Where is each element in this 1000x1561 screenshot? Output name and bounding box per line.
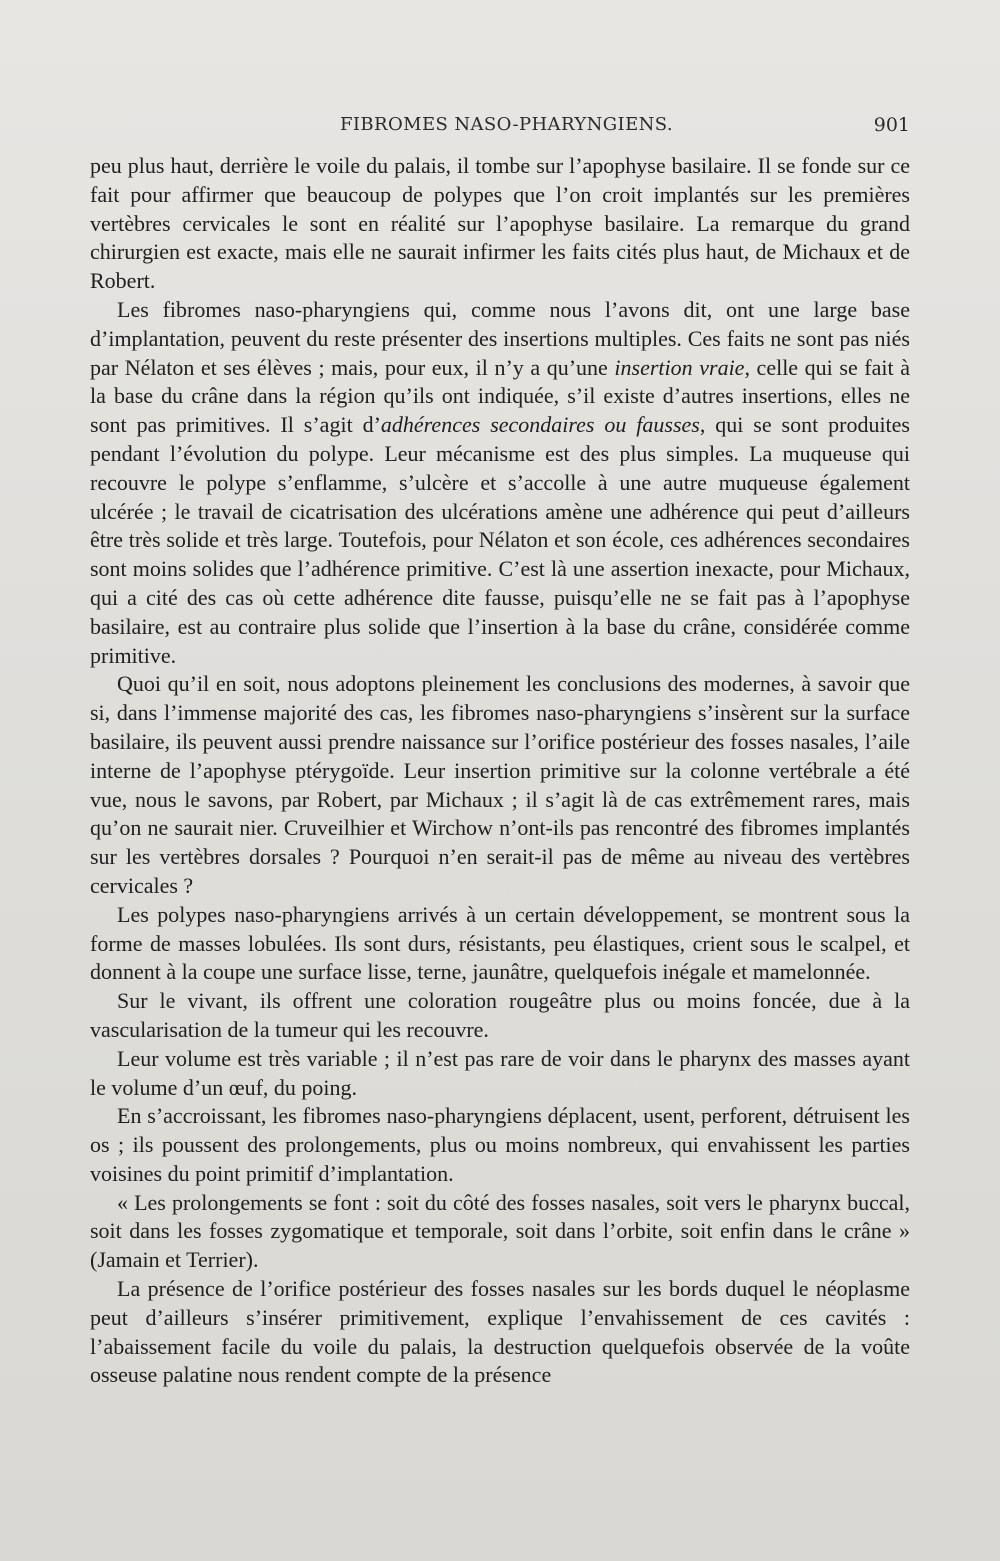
paragraph-6-text: Leur volume est très variable ; il n’est pas rare de voir dans le pharynx des masses ayant le volume d’un œuf, du poing. [90, 1045, 910, 1100]
paragraph-8-text: « Les prolongements se font : soit du côté des fosses nasales, soit vers le pharynx buccal, soit dans les fosses zygomatique et temporale, soit dans l’orbite, soit enfin dans le crâne » (Jamain et Terrier). [90, 1189, 910, 1273]
paragraph-6 [90, 1045, 910, 1103]
running-title: FIBROMES NASO-PHARYNGIENS. [340, 114, 673, 135]
italic-term-insertion-vraie: insertion vraie [614, 354, 745, 380]
page-number: 901 [873, 114, 910, 136]
paragraph-1 [90, 152, 910, 296]
paragraph-5 [90, 987, 910, 1045]
italic-term-adherences: adhérences secondaires ou fausses [380, 412, 700, 438]
page-body [90, 152, 910, 1390]
paragraph-2 [90, 296, 910, 670]
paragraph-5-text: Sur le vivant, ils offrent une coloration rougeâtre plus ou moins foncée, due à la vascularisation de la tumeur qui les recouvre. [90, 988, 910, 1042]
paragraph-2-text: Les fibromes naso-pharyngiens qui, comme nous l’avons dit, ont une large base d’implantation, peuvent du reste présenter des insertions multiples. Ces faits ne sont pas niés par Nélaton et ses élèves ; mais, pour eux, il n’y a qu’une [90, 296, 910, 380]
paragraph-3 [90, 670, 910, 900]
paragraph-2-text: , celle qui se fait à la base du crâne dans la région qu’ils ont indiquée, s’il existe d’autres insertions, elles ne sont pas primitives. Il s’agit d’ [90, 354, 910, 438]
paragraph-3-text: Quoi qu’il en soit, nous adoptons pleinement les conclusions des modernes, à savoir que si, dans l’immense majorité des cas, les fibromes naso-pharyngiens s’insèrent sur la surface basilaire, ils peuvent aussi prendre naissance sur l’orifice postérieur des fosses nasales, l’aile interne de l’apophyse ptérygoïde. Leur insertion primitive sur la colonne vertébrale a été vue, nous le savons, par Robert, par Michaux ; il s’agit là de cas extrêmement rares, mais qu’on ne saurait nier. Cruveilhier et Wirchow n’ont-ils pas rencontré des fibromes implantés sur les vertèbres dorsales ? Pourquoi n’en serait-il pas de même au niveau des vertèbres cervicales ? [90, 671, 910, 898]
paragraph-2-text: , qui se sont produites pendant l’évolution du polype. Leur mécanisme est des plus simples. La muqueuse qui recouvre le polype s’enflamme, s’ulcère et s’accolle à une autre muqueuse également ulcérée ; le travail de cicatrisation des ulcérations amène une adhérence qui peut d’ailleurs être très solide et très large. Toutefois, pour Nélaton et son école, ces adhérences secondaires sont moins solides que l’adhérence primitive. C’est là une assertion inexacte, pour Michaux, qui a cité des cas où cette adhérence dite fausse, puisqu’elle ne se fait pas à l’apophyse basilaire, est au contraire plus solide que l’insertion à la base du crâne, considérée comme primitive. [90, 412, 910, 668]
paragraph-8 [90, 1189, 910, 1275]
paragraph-9-text: La présence de l’orifice postérieur des fosses nasales sur les bords duquel le néoplasme peut d’ailleurs s’insérer primitivement, explique l’envahissement de ces cavités : l’abaissement facile du voile du palais, la destruction quelquefois observée de la voûte osseuse palatine nous rendent compte de la présence [90, 1276, 910, 1388]
paragraph-7-text: En s’accroissant, les fibromes naso-pharyngiens déplacent, usent, perforent, détruisent les os ; ils poussent des prolongements, plus ou moins nombreux, qui envahissent les parties voisines du point primitif d’implantation. [90, 1103, 910, 1186]
paragraph-4 [90, 901, 910, 987]
paragraph-4-text: Les polypes naso-pharyngiens arrivés à un certain développement, se montrent sous la forme de masses lobulées. Ils sont durs, résistants, peu élastiques, crient sous le scalpel, et donnent à la coupe une surface lisse, terne, jaunâtre, quelquefois inégale et mamelonnée. [90, 901, 910, 985]
paragraph-9 [90, 1275, 910, 1390]
page-header [90, 114, 910, 144]
paragraph-7 [90, 1102, 910, 1188]
paragraph-1-text: peu plus haut, derrière le voile du palais, il tombe sur l’apophyse basilaire. Il se fonde sur ce fait pour affirmer que beaucoup de polypes que l’on croit implantés sur les premières vertèbres cervicales le sont en réalité sur l’apophyse basilaire. La remarque du grand chirurgien est exacte, mais elle ne saurait infirmer les faits cités plus haut, de Michaux et de Robert. [90, 153, 910, 294]
